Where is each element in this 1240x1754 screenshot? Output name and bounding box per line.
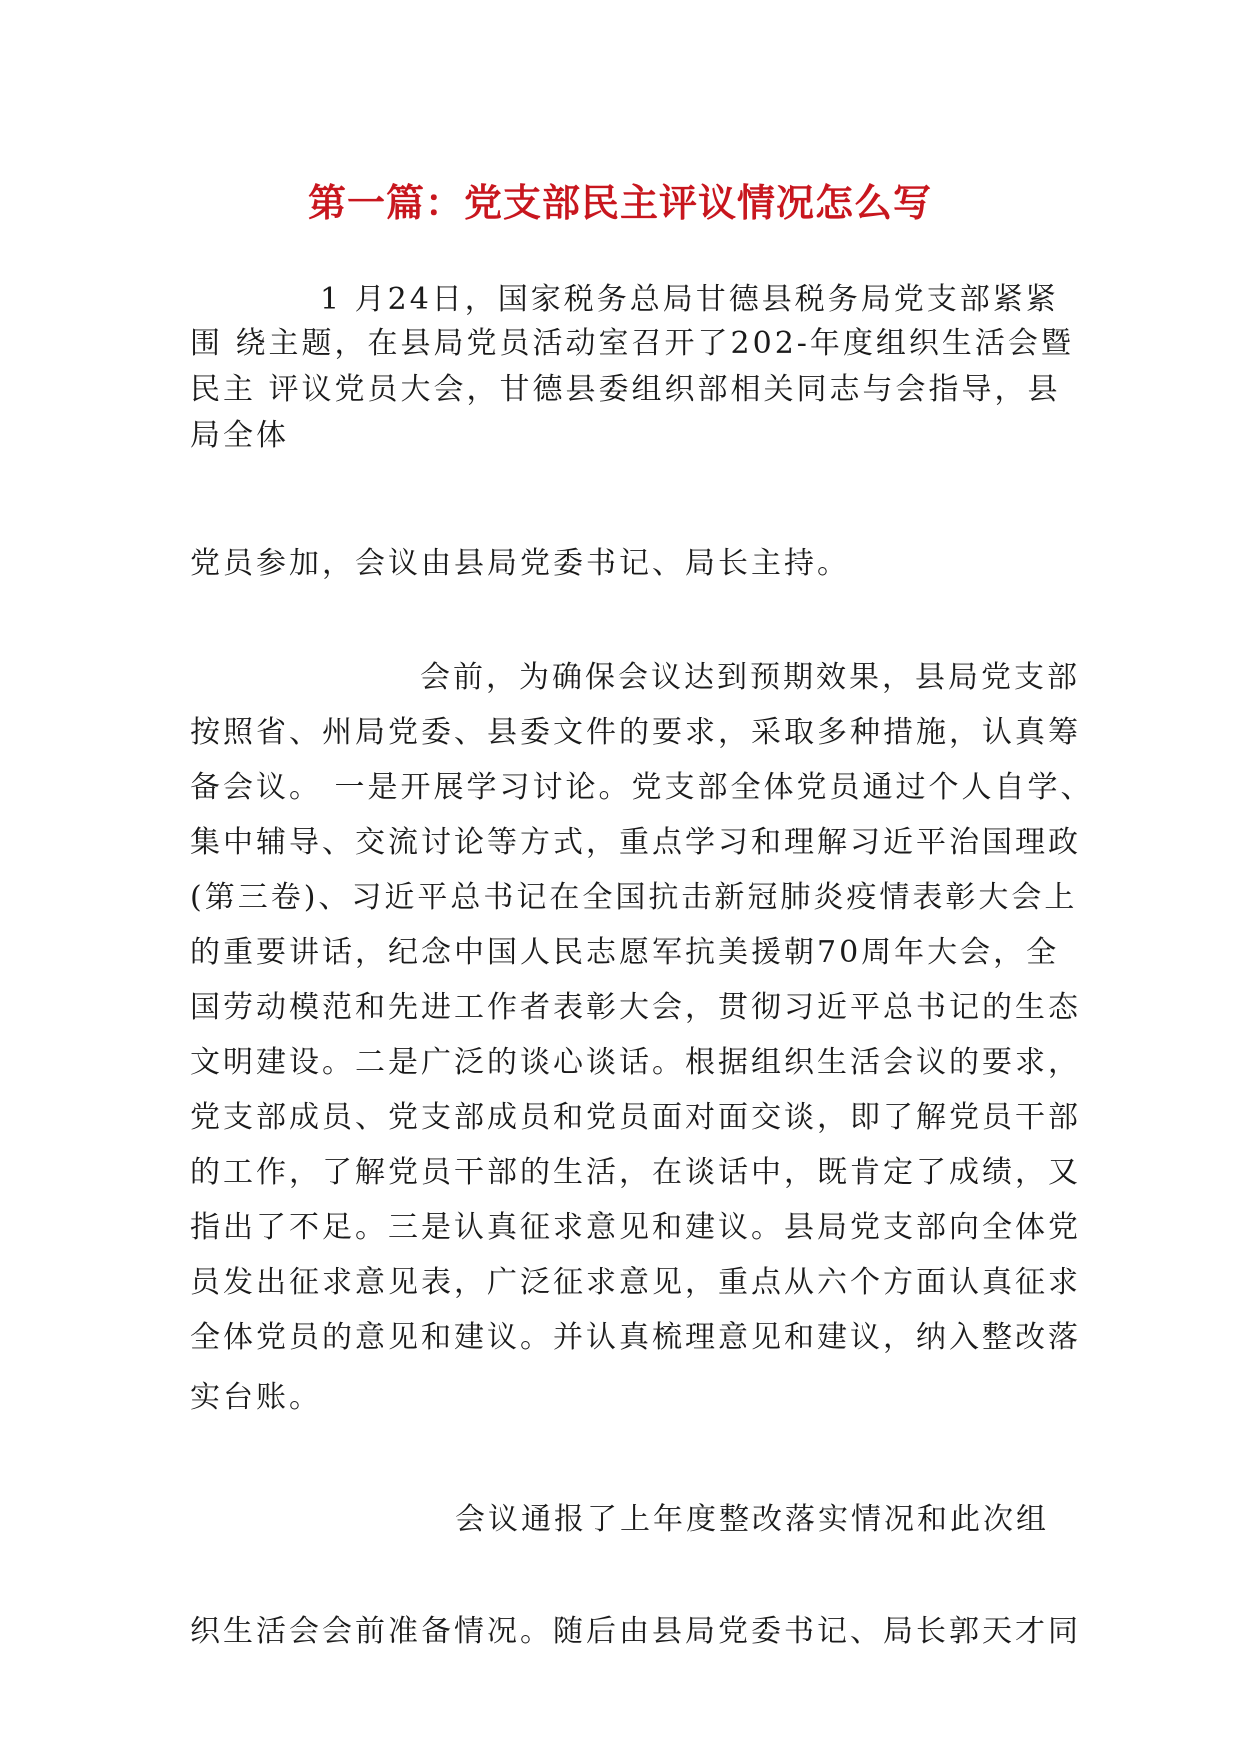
paragraph-line: 全体党员的意见和建议。并认真梳理意见和建议，纳入整改落 [190, 1320, 1081, 1355]
paragraph-line: 会议通报了上年度整改落实情况和此次组 [455, 1502, 1049, 1537]
paragraph-line: 围 绕主题，在县局党员活动室召开了202-年度组织生活会暨 [190, 326, 1074, 361]
paragraph-line: 按照省、州局党委、县委文件的要求，采取多种措施，认真筹 [190, 715, 1081, 750]
paragraph-line: (第三卷)、习近平总书记在全国抗击新冠肺炎疫情表彰大会上 [190, 880, 1078, 915]
paragraph-line: 的重要讲话，纪念中国人民志愿军抗美援朝70周年大会，全 [190, 935, 1060, 970]
paragraph-line: 指出了不足。三是认真征求意见和建议。县局党支部向全体党 [190, 1210, 1081, 1245]
paragraph-line: 文明建设。二是广泛的谈心谈话。根据组织生活会议的要求， [190, 1045, 1081, 1080]
paragraph-line: 局全体 [190, 418, 289, 453]
paragraph-line: 国劳动模范和先进工作者表彰大会，贯彻习近平总书记的生态 [190, 990, 1081, 1025]
paragraph-line: 织生活会会前准备情况。随后由县局党委书记、局长郭天才同 [190, 1614, 1081, 1649]
paragraph-line: 会前，为确保会议达到预期效果，县局党支部 [420, 660, 1080, 695]
document-title: 第一篇：党支部民主评议情况怎么写 [307, 180, 932, 225]
paragraph-line: 党员参加，会议由县局党委书记、局长主持。 [190, 546, 850, 581]
paragraph-line: 备会议。 一是开展学习讨论。党支部全体党员通过个人自学、 [190, 770, 1094, 805]
paragraph-line: 集中辅导、交流讨论等方式，重点学习和理解习近平治国理政 [190, 825, 1081, 860]
paragraph-line: 的工作，了解党员干部的生活，在谈话中，既肯定了成绩，又 [190, 1155, 1081, 1190]
paragraph-line: 实台账。 [190, 1380, 322, 1415]
paragraph-line: 员发出征求意见表，广泛征求意见，重点从六个方面认真征求 [190, 1265, 1081, 1300]
paragraph-line: 民主 评议党员大会，甘德县委组织部相关同志与会指导，县 [190, 372, 1061, 407]
paragraph-line: 党支部成员、党支部成员和党员面对面交谈，即了解党员干部 [190, 1100, 1081, 1135]
paragraph-line: 1 月24日，国家税务总局甘德县税务局党支部紧紧 [320, 282, 1059, 317]
